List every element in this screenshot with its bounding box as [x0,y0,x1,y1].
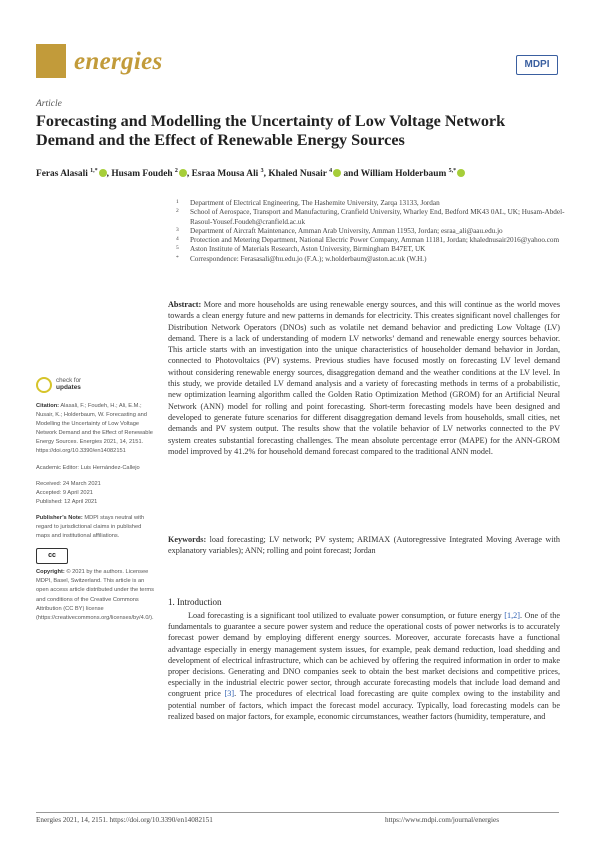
author-name: Husam Foudeh [111,169,173,180]
affiliation-item: 2 School of Aerospace, Transport and Manufacturing, Cranfield University, Wharley End, Bedford MK43 0AL, UK; Husam-Abdel-Rasoul-Yousef.Foudeh@cranfield.ac.uk [176,208,565,226]
received-date: Received: 24 March 2021 [36,480,101,487]
orcid-icon[interactable] [179,169,187,177]
published-date: Published: 12 April 2021 [36,498,98,505]
affiliation-item: 4 Protection and Metering Department, National Electric Power Company, Amman 11181, Jordan; khalednusair2016@yahoo.com [176,236,560,245]
citation-block: Citation: Alasali, F.; Foudeh, H.; Ali, E.M.; Nusair, K.; Holderbaum, W. Forecasting and Modelling the Uncertainty of Low Voltage Network Demand and the Effect of Renewable Energy Sources. Energies 2021, 14, 2151. https://doi.org/10.3390/en14082151 [36,403,153,455]
dates-block [36,480,154,507]
section-heading: 1. Introduction [168,597,222,607]
article-type: Article [36,99,62,109]
affiliation-item: 3 Department of Aircraft Maintenance, Amman Arab University, Amman 11953, Jordan; esraa_ali@aau.edu.jo [176,226,503,235]
journal-logo-icon [36,44,66,78]
orcid-icon[interactable] [99,169,107,177]
publisher-logo: MDPI [516,55,558,75]
author-name: Esraa Mousa Ali [191,169,259,180]
orcid-icon[interactable] [333,169,341,177]
check-for-updates-link[interactable]: check for updates [56,377,82,391]
sidebar-info [36,402,154,630]
orcid-icon[interactable] [457,169,465,177]
author-list: Feras Alasali $^{1,*}$ , Husam Foudeh $^2$ , Esraa Mousa Ali $^3$, Khaled Nusair $^4$ and William Holderbaum $^{5,*}$ [36,168,576,179]
footer-journal-link[interactable]: https://www.mdpi.com/journal/energies [385,816,499,824]
copyright-block: Copyright: © 2021 by the authors. Licensee MDPI, Basel, Switzerland. This article is an open access article distributed under the terms and conditions of the Creative Commons Attribution (CC BY) license (https://creativecommons.org/licenses/by/4.0/). [36,569,154,621]
citation-link[interactable]: [1,2] [504,611,520,620]
correspondence: * Correspondence: Ferasasali@hu.edu.jo (F.A.); w.holderbaum@aston.ac.uk (W.H.) [176,254,427,263]
editor-block: Academic Editor: Luis Hernández-Callejo [36,464,140,471]
cc-license-icon[interactable]: cc [36,548,68,564]
abstract: Abstract: More and more households are using renewable energy sources, and this will continue as the world moves towards a clean energy future and new patterns in demands for electricity. This creates significant novel challenges for Distribution Network Operators (DNOs) such as volatile net demand behavior and predicting Low Voltage (LV) demand. There is a lack of understanding of modern LV networks’ demand and renewable energy sources behavior. This article starts with an investigation into the unique characteristics of householder demand behavior in Jordan, connected to Photovoltaics (PV) systems. Previous studies have focused mostly on forecasting LV level demand without considering renewable energy sources, disaggregation demand and the weather conditions at the LV level. In this study, we provide detailed LV demand analysis and a variety of forecasting methods in terms of a probabilistic, new optimization learning algorithm called the Golden Ratio Optimization Method (GROM) for an Artificial Neural Network (ANN) model for rolling and point forecasting. Short-term forecasting models have been designed and developed to generate future scenarios for different disaggregation demand levels from households, small cities, net demands and PV system output. The results show that the volatile behavior of LV networks connected to the PV system creates substantial forecasting challenges. The mean absolute percentage error (MAPE) for the ANN-GROM model improved by 41.2% for household demand forecast compared to the traditional ANN model. [168,300,561,456]
keywords: Keywords: load forecasting; LV network; PV system; ARIMAX (Autoregressive Integrated Moving Average with explanatory variables); ANN; rolling and point forecast; Jordan [168,535,560,556]
accepted-date: Accepted: 9 April 2021 [36,489,93,496]
paper-title: Forecasting and Modelling the Uncertainty of Low Voltage Network Demand and the Effect of Renewable Energy Sources [36,112,506,149]
author-name: William Holderbaum [360,169,447,180]
footer-citation: Energies 2021, 14, 2151. https://doi.org/10.3390/en14082151 [36,816,213,824]
intro-paragraph: Load forecasting is a significant tool utilized to evaluate power consumption, or future energy [1,2]. One of the fundamentals to guarantee a secure power system and reduce the operational costs of power networks is to accurately forecast power demand by employing different energy sources. Moreover, accurate forecasts have a functional advantage especially in energy management system issues, for example, peak demand reduction, load shedding and development of electrical infrastructure, which can be achieved by offering the required information in order to make proper decisions. Generating and DNO companies seek to obtain the best market decisions and competitive prices, especially in the industrial electric power sector, through accurate forecasting models that include load demand and congruent price [3]. The procedures of electrical load forecasting are quite complex owing to the instability and potential number of factors, which impact the forecast model accuracy. Typically, load forecasting models can be realized based on major factors, for example, economic circumstances, weather factors (humidity, temperature, and [168,611,560,721]
affiliations [176,199,571,264]
publisher-note: Publisher’s Note: MDPI stays neutral with regard to jurisdictional claims in published maps and institutional affiliations. [36,514,145,540]
footer-divider [36,812,559,813]
affiliation-item: 5 Aston Institute of Materials Research, Aston University, Birmingham B47ET, UK [176,245,426,254]
check-for-updates-icon[interactable] [36,377,52,393]
author-name: Feras Alasali [36,169,88,180]
author-name: Khaled Nusair [268,169,327,180]
affiliation-item: 1 Department of Electrical Engineering, The Hashemite University, Zarqa 13133, Jordan [176,199,440,207]
journal-name: energies [74,48,163,75]
citation-link[interactable]: [3] [224,689,235,699]
